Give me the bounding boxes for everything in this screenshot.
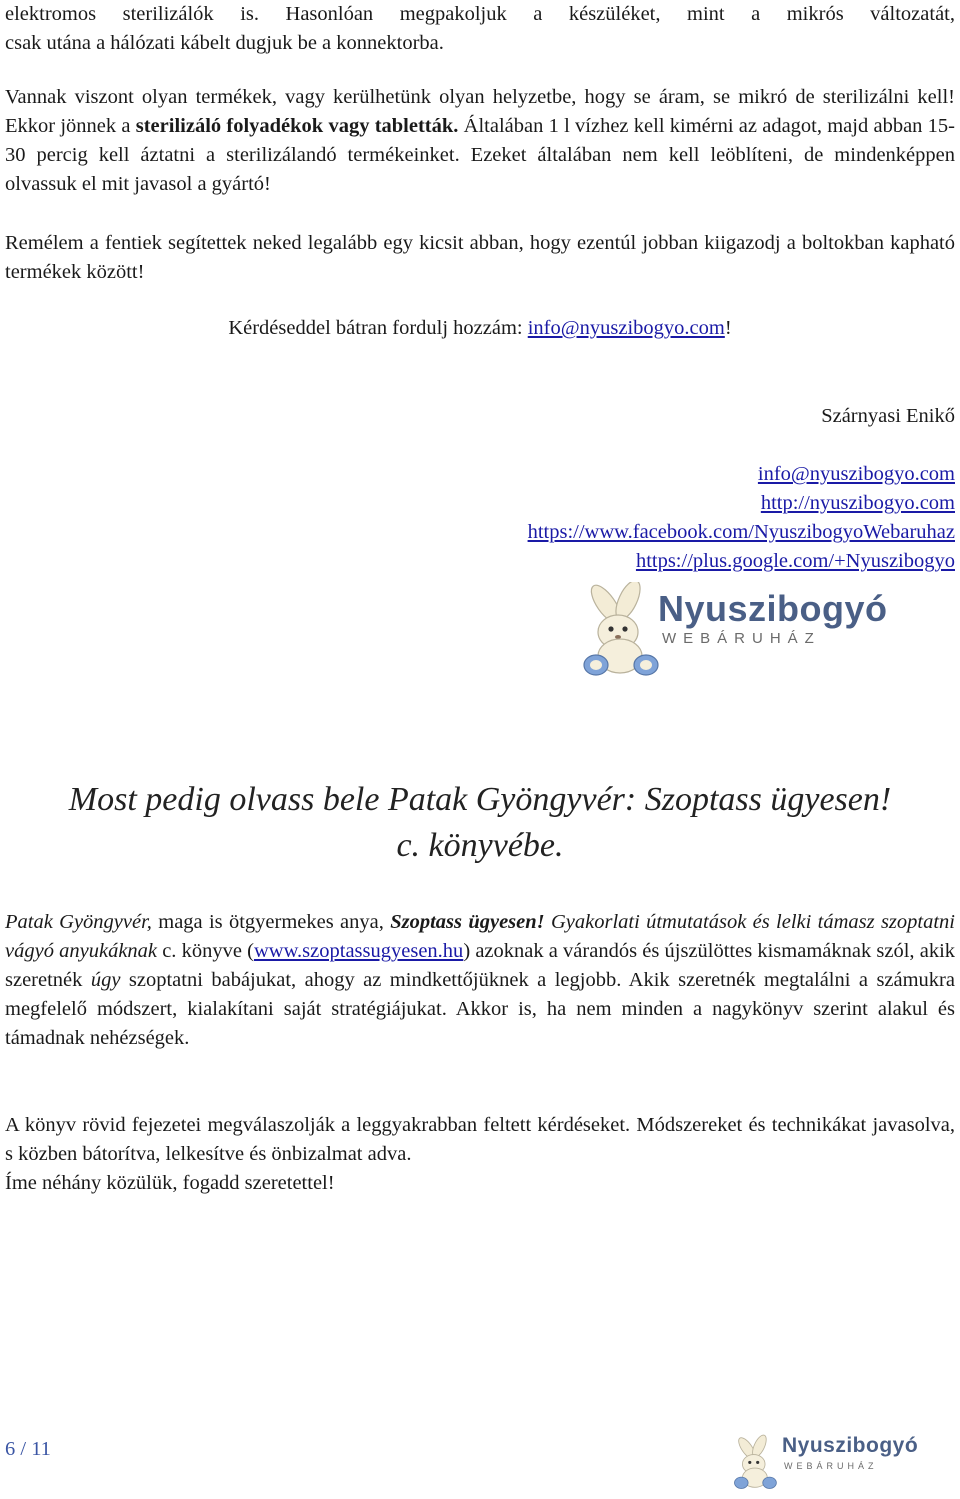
contact-line	[0, 314, 960, 343]
book-heading-line-1: Most pedig olvass bele Patak Gyöngyvér: Szoptass ügyesen!	[68, 781, 892, 818]
book-heading-line-2: c. könyvébe.	[396, 827, 564, 864]
logo-sub-text: WEBÁRUHÁZ	[662, 630, 821, 647]
signature-website-link[interactable]: http://nyuszibogyo.com	[760, 492, 955, 514]
book-title: Szoptass ügyesen!	[390, 911, 545, 933]
contact-email-link[interactable]: info@nyuszibogyo.com	[527, 317, 725, 339]
contact-end: !	[724, 317, 732, 339]
text-segment: ) azoknak a várandós és újszülöttes kismamáknak szól, akik szeretnék	[5, 940, 956, 991]
text-segment: Általában 1 l vízhez kell kimérni az adagot, majd abban 15-30 percig kell áztatni a sterilizálandó termékeinket. Ezeket általában nem kell leöblíteni, de mindenképpen olvassuk el mit javasol a gyártó!	[5, 115, 955, 195]
paragraph-1-line-1: elektromos sterilizálók is. Hasonlóan megpakoljuk a készüléket, mint a mikrós változatát,	[5, 3, 955, 25]
signature-name: Szárnyasi Enikő	[821, 405, 955, 427]
page-number: 6 / 11	[5, 1438, 51, 1460]
text-segment: Vannak viszont olyan termékek, vagy kerülhetünk olyan helyzetbe, hogy se áram, se mikró de sterilizálni kell! Ekkor jönnek a	[5, 86, 955, 137]
text-segment: maga is ötgyermekes anya,	[151, 911, 391, 933]
footer-logo-sub-text: WEBÁRUHÁZ	[784, 1461, 878, 1471]
signature-facebook-link[interactable]: https://www.facebook.com/NyuszibogyoWebaruhaz	[527, 521, 955, 543]
bunny-icon	[730, 1432, 782, 1494]
paragraph-chapters: A könyv rövid fejezetei megválaszolják a leggyakrabban feltett kérdéseket. Módszereket és technikákat javasolva, s közben bátorítva, lelkesítve és önbizalmat adva.	[5, 1114, 955, 1165]
paragraph-1-line-2: csak utána a hálózati kábelt dugjuk be a konnektorba.	[5, 32, 444, 54]
bunny-icon	[576, 582, 668, 678]
text-segment: szoptatni babájukat, ahogy az mindkettőjüknek a legjobb. Akik szeretnék megtalálni a számukra megfelelő módszert, kialakítani saját stratégiájukat. Akkor is, ha nem minden a nagykönyv szerint alakul és támadnak nehézségek.	[5, 969, 955, 1049]
paragraph-chapters-last-line: Íme néhány közülük, fogadd szeretettel!	[5, 1172, 335, 1194]
bold-phrase: sterilizáló folyadékok vagy tabletták.	[135, 115, 459, 137]
footer-brand-logo	[730, 1432, 956, 1494]
signature-email-link[interactable]: info@nyuszibogyo.com	[757, 463, 955, 485]
book-website-link[interactable]: www.szoptassugyesen.hu	[253, 940, 464, 962]
paragraph-closing: Remélem a fentiek segítettek neked legalább egy kicsit abban, hogy ezentúl jobban kiigazodj a boltokban kapható termékek között!	[5, 232, 955, 283]
logo-brand-text: Nyuszibogyó	[658, 588, 888, 629]
paragraph-sterilizing-liquids	[5, 83, 955, 199]
footer-logo-brand-text: Nyuszibogyó	[782, 1434, 919, 1457]
brand-logo	[576, 582, 956, 678]
contact-text: Kérdéseddel bátran fordulj hozzám:	[228, 317, 528, 339]
emphasis-word: úgy	[90, 969, 121, 991]
author-name: Patak Gyöngyvér,	[5, 911, 152, 933]
signature-gplus-link[interactable]: https://plus.google.com/+Nyuszibogyo	[635, 550, 955, 572]
text-segment: c. könyve (	[157, 940, 254, 962]
paragraph-book-intro	[5, 908, 955, 1053]
book-subtitle: Gyakorlati útmutatások és lelki támasz szoptatni vágyó anyukáknak	[5, 911, 955, 962]
